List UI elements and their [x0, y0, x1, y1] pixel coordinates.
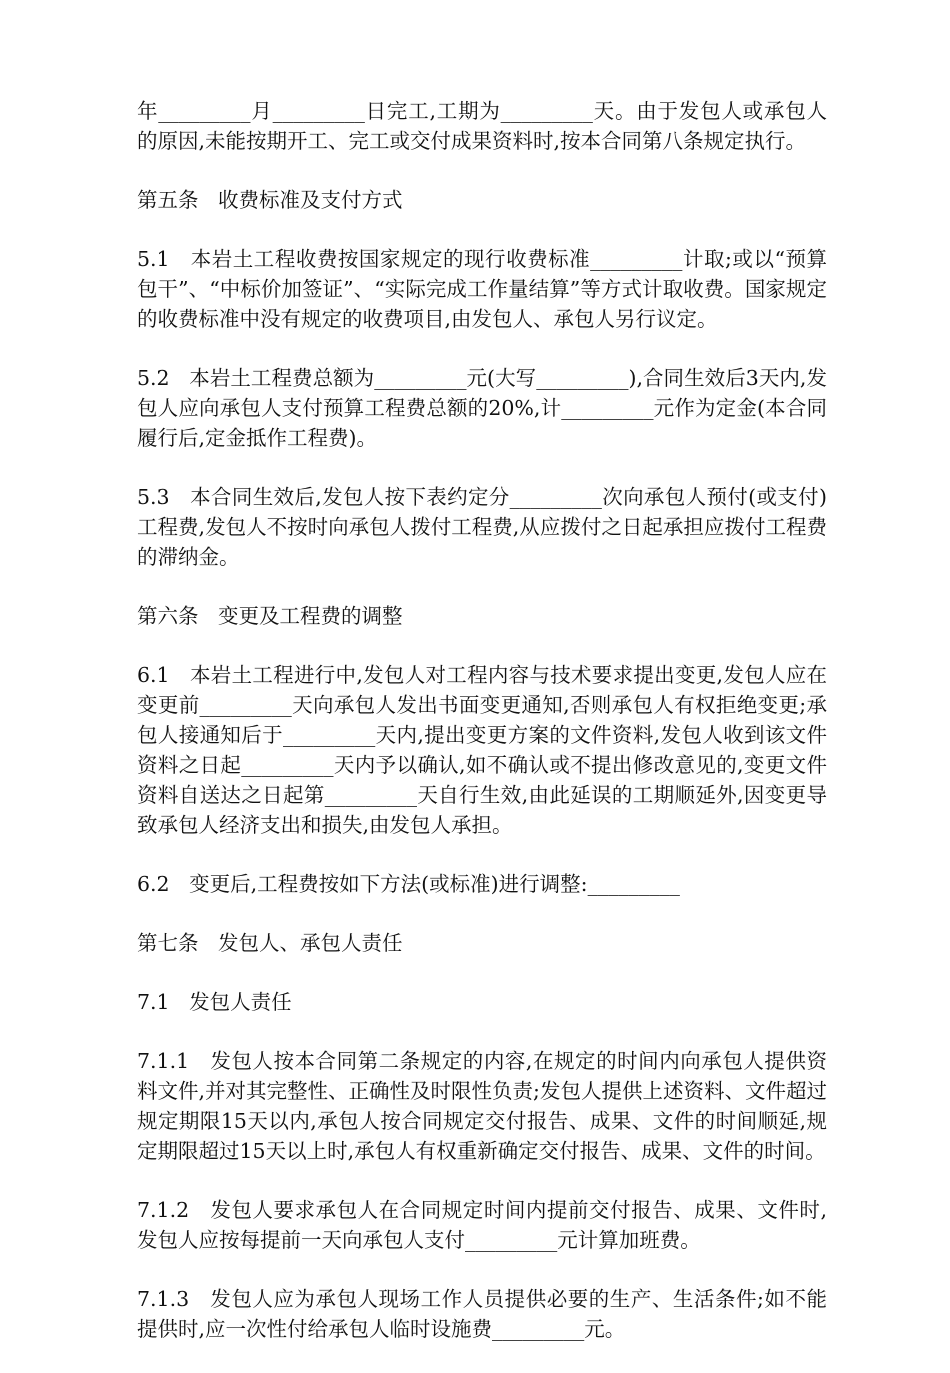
article-5-heading: 第五条 收费标准及支付方式 [137, 188, 403, 212]
clause-7-1-heading: 7.1 发包人责任 [137, 990, 292, 1014]
clause-7-1-3: 7.1.3 发包人应为承包人现场工作人员提供必要的生产、生活条件;如不能提供时,应一次性付给承包人临时设施费_________元。 [137, 1287, 827, 1341]
article-6-heading: 第六条 变更及工程费的调整 [137, 604, 403, 628]
paragraph-intro: 年_________月_________日完工,工期为_________天。由于发包人或承包人的原因,未能按期开工、完工或交付成果资料时,按本合同第八条规定执行。 [137, 99, 827, 153]
article-7-heading: 第七条 发包人、承包人责任 [137, 931, 403, 955]
clause-5-1: 5.1 本岩土工程收费按国家规定的现行收费标准_________计取;或以“预算包干”、“中标价加签证”、“实际完成工作量结算”等方式计取收费。国家规定的收费标准中没有规定的收费项目,由发包人、承包人另行议定。 [137, 247, 827, 331]
contract-page [137, 96, 827, 1373]
clause-6-1: 6.1 本岩土工程进行中,发包人对工程内容与技术要求提出变更,发包人应在变更前_________天向承包人发出书面变更通知,否则承包人有权拒绝变更;承包人接通知后于_________天内,提出变更方案的文件资料,发包人收到该文件资料之日起_________天内予以确认,如不确认或不提出修改意见的,变更文件资料自送达之日起第_________天自行生效,由此延误的工期顺延外,因变更导致承包人经济支出和损失,由发包人承担。 [137, 663, 827, 837]
clause-6-2: 6.2 变更后,工程费按如下方法(或标准)进行调整:_________ [137, 872, 680, 896]
clause-5-3: 5.3 本合同生效后,发包人按下表约定分_________次向承包人预付(或支付)工程费,发包人不按时向承包人拨付工程费,从应拨付之日起承担应拨付工程费的滞纳金。 [137, 485, 827, 569]
clause-7-1-1: 7.1.1 发包人按本合同第二条规定的内容,在规定的时间内向承包人提供资料文件,并对其完整性、正确性及时限性负责;发包人提供上述资料、文件超过规定期限15天以内,承包人按合同规定交付报告、成果、文件的时间顺延,规定期限超过15天以上时,承包人有权重新确定交付报告、成果、文件的时间。 [137, 1049, 827, 1163]
clause-5-2: 5.2 本岩土工程费总额为_________元(大写_________),合同生效后3天内,发包人应向承包人支付预算工程费总额的20%,计_________元作为定金(本合同履行后,定金抵作工程费)。 [137, 366, 827, 450]
clause-7-1-2: 7.1.2 发包人要求承包人在合同规定时间内提前交付报告、成果、文件时,发包人应按每提前一天向承包人支付_________元计算加班费。 [137, 1198, 827, 1252]
